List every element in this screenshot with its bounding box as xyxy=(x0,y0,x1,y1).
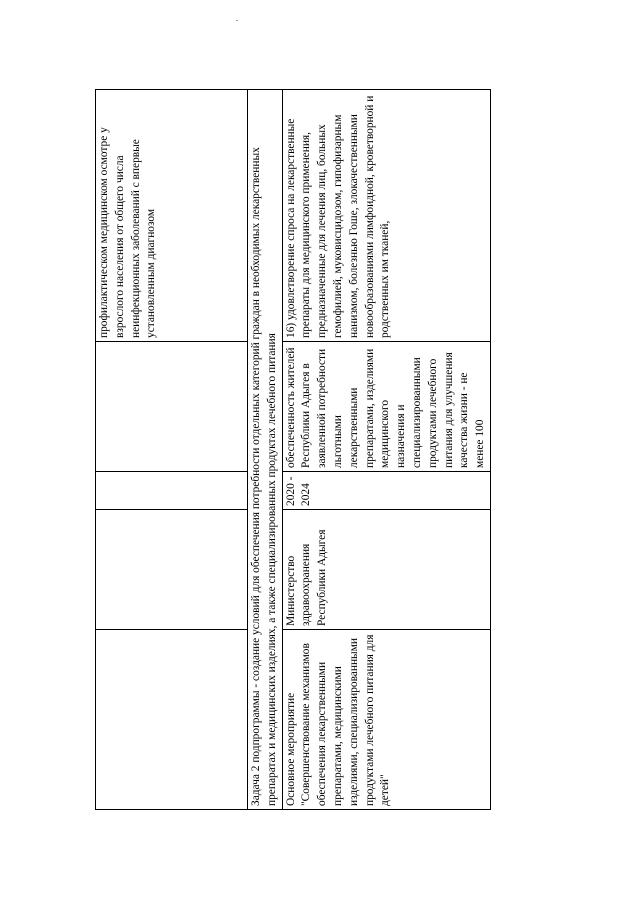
cell-empty xyxy=(96,472,248,510)
table-row xyxy=(248,90,283,810)
table-row xyxy=(282,90,490,810)
executor-cell: Министерство здравоохранения Республики Адыгея xyxy=(282,510,490,630)
table-row xyxy=(96,90,248,810)
cell-empty xyxy=(96,510,248,630)
indicator-cell: обеспеченность жителей Республики Адыгея в заявленной потребности льготными лекарственными препаратами, изделиями медицинского назначения и специализированными продуктами лечебного питания для улучшения качества жизни - не менее 100 xyxy=(282,342,490,472)
subprogram-table xyxy=(95,89,491,810)
top-result-cell: профилактическом медицинском осмотре у взрослого населения от общего числа неинфекционных заболеваний с впервые установленным диагнозом xyxy=(96,90,248,342)
scan-speck xyxy=(236,20,238,21)
task-heading: Задача 2 подпрограммы - создание условий для обеспечения потребности отдельных категорий граждан в необходимых лекарственных препаратах и медицинских изделиях, а также специализированных продуктах лечебного питания xyxy=(248,90,283,810)
result-cell: 16) удовлетворение спроса на лекарственные препараты для медицинского применения, предназначенные для лечения лиц, больных гемофилией, муковисцидозом, гипофизарным нанизмом, болезнью Гоше, злокачественными новообразованиями лимфоидной, кроветворной и родственных им тканей, xyxy=(282,90,490,342)
cell-empty xyxy=(96,342,248,472)
activity-cell: Основное мероприятие "Совершенствование механизмов обеспечения лекарственными препаратами, медицинскими изделиями, специализированными продуктами лечебного питания для детей" xyxy=(282,630,490,810)
rotated-table-page xyxy=(95,90,585,810)
cell-empty xyxy=(96,630,248,810)
period-cell: 2020 - 2024 xyxy=(282,472,490,510)
